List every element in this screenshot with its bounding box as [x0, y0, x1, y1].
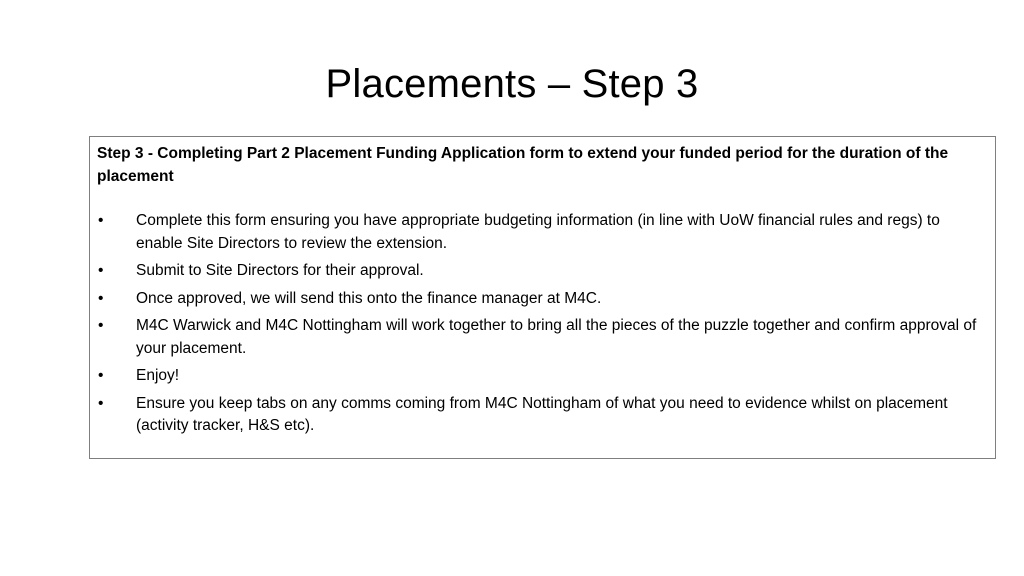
bullet-marker: • [98, 262, 104, 279]
bullet-text: Submit to Site Directors for their approval. [136, 262, 424, 279]
bullet-marker: • [98, 394, 104, 412]
content-box [89, 136, 996, 459]
bullet-list [97, 210, 987, 438]
bullet-text: M4C Warwick and M4C Nottingham will work together to bring all the pieces of the puzzle together and confirm approval of your placement. [136, 317, 977, 357]
bullet-marker: • [98, 289, 104, 307]
bullet-item [97, 365, 987, 388]
bullet-item [97, 315, 987, 360]
bullet-marker: • [98, 367, 104, 384]
bullet-marker: • [98, 212, 104, 229]
bullet-marker: • [98, 317, 104, 334]
bullet-item [97, 210, 987, 255]
bullet-text: Complete this form ensuring you have appropriate budgeting information (in line with UoW financial rules and regs) to enable Site Directors to review the extension. [136, 212, 940, 252]
bullet-text: Ensure you keep tabs on any comms coming from M4C Nottingham of what you need to evidence whilst on placement (activity tracker, H&S etc). [136, 394, 948, 434]
bullet-item [97, 393, 987, 438]
step-heading: Step 3 - Completing Part 2 Placement Funding Application form to extend your funded period for the duration of the placement [97, 145, 949, 185]
slide-title: Placements – Step 3 [325, 62, 699, 106]
bullet-item [97, 260, 987, 283]
bullet-text: Enjoy! [136, 367, 180, 384]
bullet-item [97, 288, 987, 311]
bullet-text: Once approved, we will send this onto the finance manager at M4C. [136, 289, 602, 307]
